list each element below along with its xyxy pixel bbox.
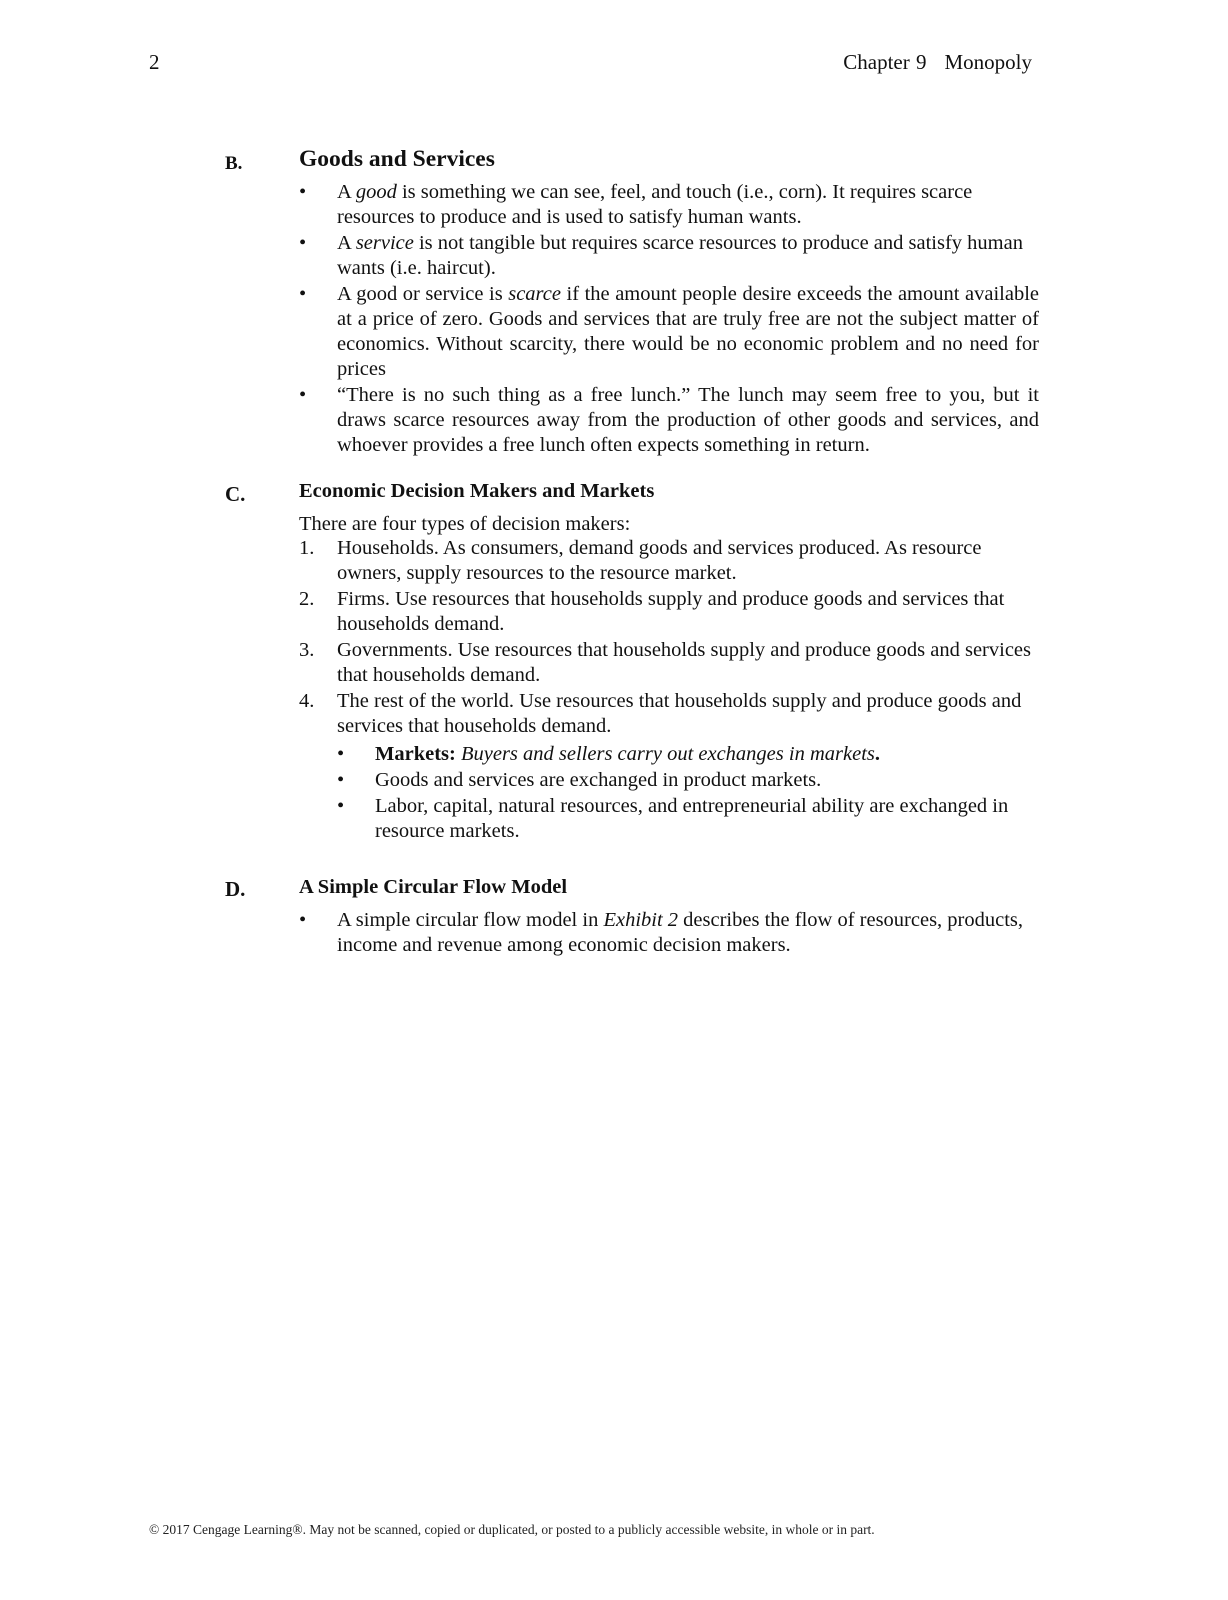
running-head — [843, 50, 1032, 75]
text: . — [874, 743, 880, 765]
text: is something we can see, feel, and touch (i.e., corn). It requires scarce resources to produce and is used to satisfy human wants. — [337, 181, 973, 228]
bold-term: Markets: — [375, 743, 456, 765]
section-letter: C. — [225, 482, 246, 506]
text: describes the flow of resources, products, income and revenue among economic decision makers. — [337, 909, 1024, 956]
chapter-title: Monopoly — [944, 50, 1032, 74]
italic-term: service — [355, 232, 414, 254]
bullet-icon: • — [337, 769, 345, 791]
bullet-icon: • — [337, 743, 345, 765]
bullet-icon: • — [299, 384, 307, 406]
bullet-icon: • — [299, 232, 307, 254]
bullet-icon: • — [337, 795, 345, 817]
bullet-list — [299, 908, 1039, 959]
section-heading: Goods and Services — [299, 146, 495, 172]
text: A good or service is — [337, 283, 509, 305]
list-item — [337, 768, 1039, 793]
text: A — [337, 232, 356, 254]
list-item — [337, 794, 1039, 844]
list-item — [299, 536, 1039, 586]
item-number: 4. — [299, 690, 315, 712]
text: “There is no such thing as a free lunch.” The lunch may seem free to you, but it draws scarce resources away from the production of other goods and services, and whoever provides a free lunch often expects something in return. — [337, 384, 1039, 456]
section-letter: B. — [225, 153, 243, 174]
list-item — [299, 282, 1039, 382]
text: A simple circular flow model in — [337, 909, 604, 931]
text: Households. As consumers, demand goods and services produced. As resource owners, supply resources to the resource market. — [337, 537, 982, 584]
sub-bullet-list — [337, 742, 1039, 845]
item-number: 1. — [299, 537, 315, 559]
bullet-icon: • — [299, 909, 307, 931]
list-item — [299, 231, 1039, 281]
list-item — [299, 383, 1039, 458]
section-letter: D. — [225, 877, 246, 901]
text: A — [337, 181, 356, 203]
text: Governments. Use resources that households supply and produce goods and services that households demand. — [337, 639, 1031, 686]
list-item — [299, 638, 1039, 688]
text: Goods and services are exchanged in product markets. — [375, 769, 822, 791]
list-item — [299, 587, 1039, 637]
bullet-list — [299, 180, 1039, 459]
bullet-icon: • — [299, 181, 307, 203]
item-number: 2. — [299, 588, 315, 610]
list-item — [299, 908, 1039, 958]
list-item — [337, 742, 1039, 767]
list-item — [299, 689, 1039, 739]
section-heading: Economic Decision Makers and Markets — [299, 480, 655, 502]
chapter-label: Chapter 9 — [843, 50, 927, 74]
italic-term: scarce — [508, 283, 561, 305]
text: Labor, capital, natural resources, and entrepreneurial ability are exchanged in resource markets. — [375, 795, 1009, 842]
copyright-footer: © 2017 Cengage Learning®. May not be scanned, copied or duplicated, or posted to a publicly accessible website, in whole or in part. — [149, 1522, 875, 1537]
item-number: 3. — [299, 639, 315, 661]
italic-text: Buyers and sellers carry out exchanges in markets — [455, 743, 875, 765]
text: Firms. Use resources that households supply and produce goods and services that households demand. — [337, 588, 1005, 635]
text: is not tangible but requires scarce resources to produce and satisfy human wants (i.e. haircut). — [337, 232, 1023, 279]
section-heading: A Simple Circular Flow Model — [299, 876, 568, 898]
list-item — [299, 180, 1039, 230]
text: The rest of the world. Use resources that households supply and produce goods and services that households demand. — [337, 690, 1022, 737]
bullet-icon: • — [299, 283, 307, 305]
italic-term: good — [355, 181, 397, 203]
text: if the amount people desire exceeds the amount available at a price of zero. Goods and services that are truly free are not the subject matter of economics. Without scarcity, there would be no economic problem and no need for prices — [337, 283, 1039, 380]
page-number: 2 — [149, 50, 160, 74]
numbered-list — [299, 536, 1039, 740]
intro-text: There are four types of decision makers: — [299, 513, 631, 535]
italic-term: Exhibit 2 — [603, 909, 679, 931]
